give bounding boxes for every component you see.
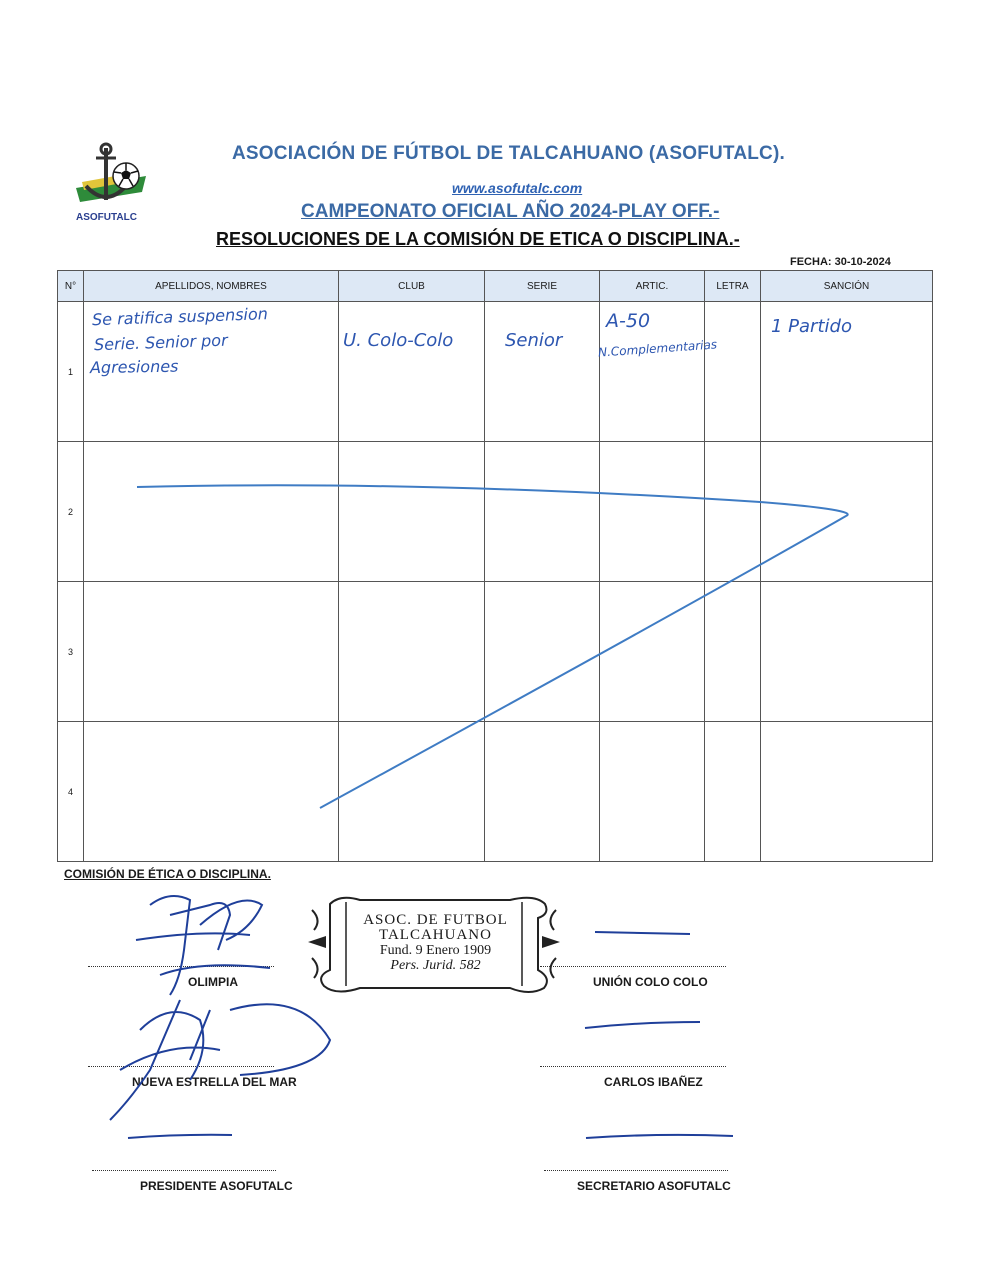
signature-line xyxy=(544,1170,728,1171)
stamp-line: Pers. Jurid. 582 xyxy=(390,958,481,973)
name-line: Serie. Senior por xyxy=(93,330,228,355)
col-header-letra: LETRA xyxy=(705,271,761,302)
col-header-num: N° xyxy=(58,271,84,302)
table-row xyxy=(58,442,933,582)
names-cell xyxy=(84,302,339,442)
serie-value: Senior xyxy=(505,330,563,351)
signature-line xyxy=(88,1066,274,1067)
name-line: Agresiones xyxy=(89,356,179,378)
stamp-line: Fund. 9 Enero 1909 xyxy=(379,943,492,958)
sancion-cell xyxy=(761,302,933,442)
website-link[interactable]: www.asofutalc.com xyxy=(452,180,583,196)
campaign-title: CAMPEONATO OFICIAL AÑO 2024-PLAY OFF.- xyxy=(301,201,720,222)
table-header-row xyxy=(58,271,933,302)
signature-line xyxy=(540,966,726,967)
col-header-sancion: SANCIÓN xyxy=(761,271,933,302)
sancion-value: 1 Partido xyxy=(771,316,852,337)
signature-label-union: UNIÓN COLO COLO xyxy=(593,975,708,989)
row-number: 3 xyxy=(58,582,84,722)
table-row xyxy=(58,722,933,862)
table-row xyxy=(58,582,933,722)
signature-line xyxy=(92,1170,276,1171)
page-title: ASOCIACIÓN DE FÚTBOL DE TALCAHUANO (ASOFUTALC). xyxy=(232,143,785,164)
resolution-title: RESOLUCIONES DE LA COMISIÓN DE ETICA O DISCIPLINA.- xyxy=(216,229,740,249)
signature-label-olimpia: OLIMPIA xyxy=(188,975,238,989)
club-value: U. Colo-Colo xyxy=(343,330,454,351)
col-header-names: APELLIDOS, NOMBRES xyxy=(84,271,339,302)
col-header-club: CLUB xyxy=(339,271,485,302)
stamp-line: ASOC. DE FUTBOL xyxy=(363,912,508,928)
letra-cell xyxy=(705,302,761,442)
logo-caption: ASOFUTALC xyxy=(76,212,137,223)
table-row xyxy=(58,302,933,442)
commission-heading: COMISIÓN DE ÉTICA O DISCIPLINA. xyxy=(64,867,271,881)
signature-line xyxy=(540,1066,726,1067)
row-number: 2 xyxy=(58,442,84,582)
signature-line xyxy=(88,966,274,967)
col-header-serie: SERIE xyxy=(485,271,600,302)
signature-label-presidente: PRESIDENTE ASOFUTALC xyxy=(140,1179,293,1193)
resolutions-table xyxy=(57,270,933,862)
stamp-text xyxy=(348,913,523,973)
name-line: Se ratifica suspension xyxy=(91,304,269,330)
artic-line: N.Complementarias xyxy=(597,337,718,360)
stamp-line: TALCAHUANO xyxy=(379,927,492,943)
col-header-artic: ARTIC. xyxy=(600,271,705,302)
signature-label-nueva: NUEVA ESTRELLA DEL MAR xyxy=(132,1075,297,1089)
signature-label-carlos: CARLOS IBAÑEZ xyxy=(604,1075,703,1089)
artic-cell xyxy=(597,302,718,442)
date-label: FECHA: 30-10-2024 xyxy=(790,256,891,268)
row-number: 4 xyxy=(58,722,84,862)
asofutalc-logo xyxy=(72,142,150,212)
club-cell xyxy=(339,302,485,442)
artic-line: A-50 xyxy=(606,310,651,332)
serie-cell xyxy=(485,302,600,442)
row-number: 1 xyxy=(58,302,84,442)
signature-label-secretario: SECRETARIO ASOFUTALC xyxy=(577,1179,731,1193)
